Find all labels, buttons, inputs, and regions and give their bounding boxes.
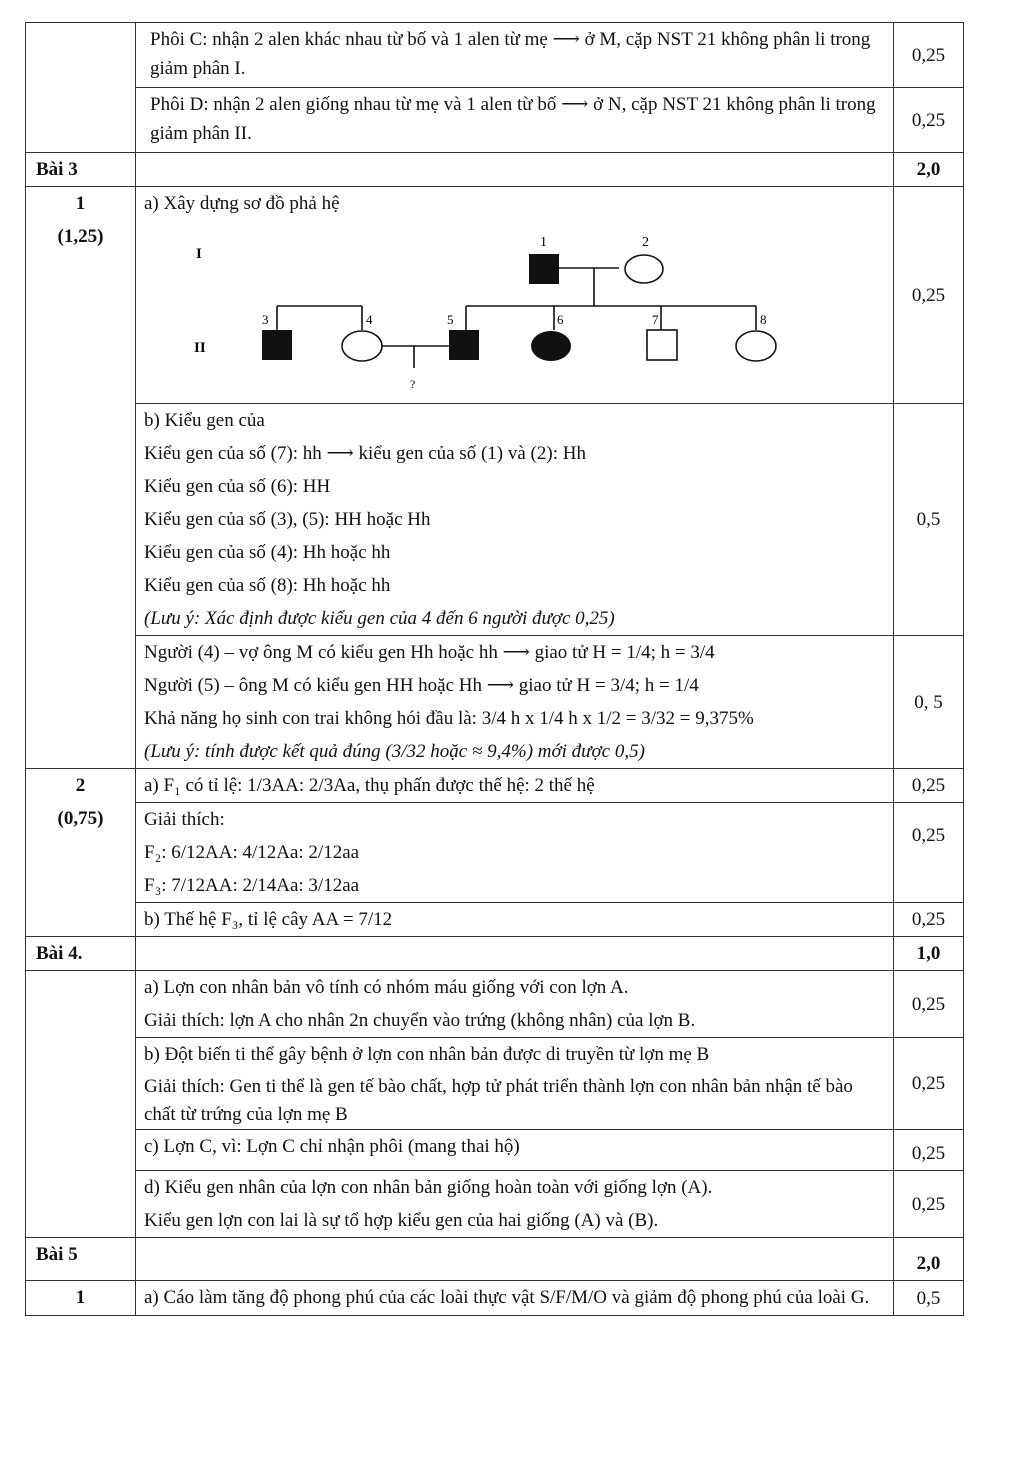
individual-6-affected-female bbox=[531, 331, 571, 361]
row-text: c) Lợn C, vì: Lợn C chỉ nhận phôi (mang thai hộ) bbox=[136, 1130, 894, 1171]
generation-label: II bbox=[194, 340, 206, 356]
question-number: 2 bbox=[75, 775, 86, 796]
individual-number: 1 bbox=[540, 235, 547, 250]
text-line: Kiểu gen của số (8): Hh hoặc hh bbox=[144, 575, 391, 596]
question-points: (0,75) bbox=[57, 808, 104, 829]
table-row bbox=[26, 803, 964, 903]
row-score: 0,25 bbox=[894, 1038, 964, 1130]
section-score: 2,0 bbox=[894, 153, 964, 187]
unknown-offspring-label: ? bbox=[410, 377, 416, 391]
answer-cell bbox=[136, 971, 894, 1038]
text-line: Kiểu gen của số (3), (5): HH hoặc Hh bbox=[144, 509, 431, 530]
row-score: 0,25 bbox=[894, 971, 964, 1038]
pedigree-title: a) Xây dựng sơ đồ phả hệ bbox=[144, 193, 340, 214]
row-score: 0,25 bbox=[894, 1130, 964, 1171]
genotype-cell bbox=[136, 404, 894, 636]
text-line: b) Kiểu gen của bbox=[144, 410, 265, 431]
individual-7-male bbox=[647, 330, 677, 360]
text-line: Giải thích: lợn A cho nhân 2n chuyển vào trứng (không nhân) của lợn B. bbox=[144, 1010, 696, 1031]
pedigree-chart bbox=[144, 218, 904, 398]
table-row bbox=[26, 971, 964, 1038]
individual-8-female bbox=[736, 331, 776, 361]
row-score: 0,5 bbox=[894, 1281, 964, 1316]
question-number-cell bbox=[26, 769, 136, 937]
question-number: 1 bbox=[26, 1281, 136, 1316]
individual-number: 4 bbox=[366, 312, 373, 327]
text-line: Người (5) – ông M có kiểu gen HH hoặc Hh ⟶ giao tử H = 3/4; h = 1/4 bbox=[144, 675, 699, 696]
answer-cell bbox=[136, 1038, 894, 1130]
text-line: F₂: 6/12AA: 4/12Aa: 2/12aa bbox=[144, 842, 360, 863]
text-line: a) Lợn con nhân bản vô tính có nhóm máu giống với con lợn A. bbox=[144, 977, 629, 998]
individual-2-female bbox=[625, 255, 663, 283]
individual-3-affected-male bbox=[262, 330, 292, 360]
table-row bbox=[26, 1038, 964, 1130]
row-score: 0, 5 bbox=[894, 636, 964, 769]
text-line: Kiểu gen của số (4): Hh hoặc hh bbox=[144, 542, 391, 563]
row-score: 0,25 bbox=[894, 903, 964, 937]
text-line: Khả năng họ sinh con trai không hói đầu là: 3/4 h x 1/4 h x 1/2 = 3/32 = 9,375% bbox=[144, 708, 754, 729]
row-score: 0,5 bbox=[894, 404, 964, 636]
question-number: 1 bbox=[75, 193, 86, 214]
text-line: Kiểu gen của số (6): HH bbox=[144, 476, 331, 497]
table-row bbox=[26, 404, 964, 636]
empty-cell bbox=[136, 153, 894, 187]
row-text: Phôi C: nhận 2 alen khác nhau từ bố và 1 alen từ mẹ ⟶ ở M, cặp NST 21 không phân li trong giảm phân I. bbox=[136, 23, 894, 88]
section-score: 2,0 bbox=[894, 1238, 964, 1281]
individual-number: 5 bbox=[447, 312, 454, 327]
empty-cell bbox=[136, 1238, 894, 1281]
row-score: 0,25 bbox=[894, 1171, 964, 1238]
empty-cell bbox=[136, 937, 894, 971]
text-line: F₃: 7/12AA: 2/14Aa: 3/12aa bbox=[144, 875, 360, 896]
table-row bbox=[26, 23, 964, 88]
text-line: Người (4) – vợ ông M có kiểu gen Hh hoặc hh ⟶ giao tử H = 1/4; h = 3/4 bbox=[144, 642, 715, 663]
text-line: b) Đột biến ti thể gây bệnh ở lợn con nhân bản được di truyền từ lợn mẹ B bbox=[144, 1044, 710, 1065]
section-label: Bài 5 bbox=[26, 1238, 136, 1281]
table-row bbox=[26, 903, 964, 937]
text-line: Giải thích: bbox=[144, 809, 225, 830]
row-score: 0,25 bbox=[894, 187, 964, 404]
row-score: 0,25 bbox=[894, 803, 964, 903]
table-row bbox=[26, 1171, 964, 1238]
question-number-cell bbox=[26, 187, 136, 769]
pedigree-cell bbox=[136, 187, 894, 404]
question-points: (1,25) bbox=[57, 226, 104, 247]
text-line: Kiểu gen lợn con lai là sự tổ hợp kiểu gen của hai giống (A) và (B). bbox=[144, 1210, 659, 1231]
individual-number: 7 bbox=[652, 312, 659, 327]
individual-number: 3 bbox=[262, 312, 269, 327]
note-line: (Lưu ý: Xác định được kiểu gen của 4 đến 6 người được 0,25) bbox=[144, 608, 615, 629]
individual-number: 2 bbox=[642, 235, 649, 250]
section-row bbox=[26, 937, 964, 971]
section-score: 1,0 bbox=[894, 937, 964, 971]
row-text: a) Cáo làm tăng độ phong phú của các loài thực vật S/F/M/O và giảm độ phong phú của loài G. bbox=[136, 1281, 894, 1316]
table-row bbox=[26, 636, 964, 769]
section-label: Bài 4. bbox=[26, 937, 136, 971]
text-line: Giải thích: Gen ti thể là gen tế bào chất, hợp tử phát triển thành lợn con nhân bản nhận tế bào chất từ trứng của lợn mẹ B bbox=[144, 1076, 853, 1125]
row-text: Phôi D: nhận 2 alen giống nhau từ mẹ và 1 alen từ bố ⟶ ở N, cặp NST 21 không phân li trong giảm phân II. bbox=[136, 88, 894, 153]
text-line: d) Kiểu gen nhân của lợn con nhân bản giống hoàn toàn với giống lợn (A). bbox=[144, 1177, 713, 1198]
explanation-cell bbox=[136, 803, 894, 903]
row-score: 0,25 bbox=[894, 88, 964, 153]
table-row bbox=[26, 1281, 964, 1316]
table-row bbox=[26, 88, 964, 153]
empty-cell bbox=[26, 23, 136, 153]
table-row bbox=[26, 1130, 964, 1171]
individual-4-female bbox=[342, 331, 382, 361]
row-text: b) Thế hệ F₃, tỉ lệ cây AA = 7/12 bbox=[136, 903, 894, 937]
row-score: 0,25 bbox=[894, 769, 964, 803]
generation-label: I bbox=[196, 246, 202, 262]
section-row bbox=[26, 153, 964, 187]
empty-cell bbox=[26, 971, 136, 1238]
table-row bbox=[26, 187, 964, 404]
section-row bbox=[26, 1238, 964, 1281]
individual-1-affected-male bbox=[529, 254, 559, 284]
individual-number: 8 bbox=[760, 312, 767, 327]
table-row bbox=[26, 769, 964, 803]
answer-key-table bbox=[25, 22, 964, 1316]
text-line: Kiểu gen của số (7): hh ⟶ kiểu gen của số (1) và (2): Hh bbox=[144, 443, 586, 464]
individual-5-affected-male bbox=[449, 330, 479, 360]
answer-cell bbox=[136, 1171, 894, 1238]
section-label: Bài 3 bbox=[26, 153, 136, 187]
row-score: 0,25 bbox=[894, 23, 964, 88]
row-text: a) F₁ có tỉ lệ: 1/3AA: 2/3Aa, thụ phấn được thế hệ: 2 thế hệ bbox=[136, 769, 894, 803]
note-line: (Lưu ý: tính được kết quả đúng (3/32 hoặc ≈ 9,4%) mới được 0,5) bbox=[144, 741, 645, 762]
individual-number: 6 bbox=[557, 312, 564, 327]
probability-cell bbox=[136, 636, 894, 769]
